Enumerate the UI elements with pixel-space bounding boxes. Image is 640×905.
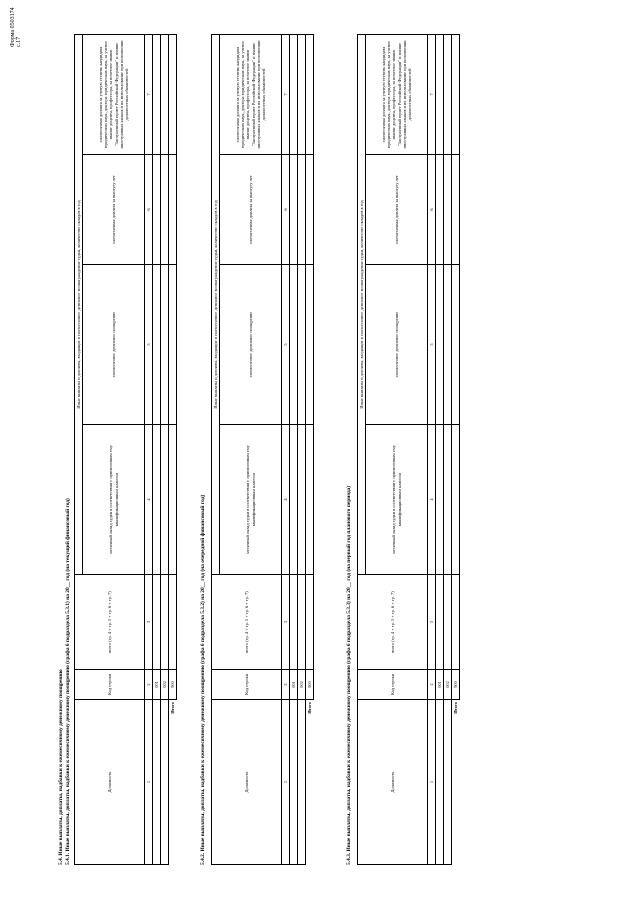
table-cell [436,265,444,425]
block-title-1: 5.4.1. Иные выплаты, доплаты, надбавки к ежемесячному денежному поощрению (графа 6 подраздела 5.3.1) на 20__ год (на текущий финансовый год) [65,498,71,865]
itogo-label: Итого [307,702,313,714]
row-code: 001 [436,670,444,700]
table-3 [357,34,460,865]
col-number: 6 [282,155,290,265]
block-3 [346,15,459,865]
col-number: 3 [282,575,290,670]
header-col6: ежемесячная доплата за выслугу лет [366,155,428,265]
header-col7: ежемесячная доплата за ученую степень кандидата юридических наук, доктора юридических наук, за ученое звание доцента, профессора, за почетное звание "Заслуженный юрист Российской Федерации" и знание иностранных языков и их использование при исполнении должностных обязанностей [83,34,145,154]
col-number: 7 [145,34,153,154]
header-vsego: всего (гр. 4 + гр. 5 + гр. 6 + гр. 7) [75,575,145,670]
table-cell [290,575,298,670]
row-code: 001 [153,670,161,700]
header-col4: месячный оклад судьи в соответствии с присвоенным ему квалификационным классом [220,425,282,575]
col-number: 7 [282,34,290,154]
block-2 [200,15,313,865]
table-cell [306,425,314,575]
header-col7: ежемесячная доплата за ученую степень кандидата юридических наук, доктора юридических наук, за ученое звание доцента, профессора, за почетное звание "Заслуженный юрист Российской Федерации" и знание иностранных языков и их использование при исполнении должностных обязанностей [220,34,282,154]
table-cell [306,155,314,265]
block-title-2: 5.4.2. Иные выплаты, доплаты, надбавки к ежемесячному денежному поощрению (графа 6 подраздела 5.3.2) на 20__ год (на очередной финансовый год) [200,494,206,865]
table-cell [306,265,314,425]
table-cell [153,155,161,265]
table-cell [169,34,177,154]
row-code: 002 [444,670,452,700]
block-title-3: 5.4.3. Иные выплаты, доплаты, надбавки к ежемесячному денежному поощрению (графа 6 подраздела 5.3.3) на 20__ год (на первый год планового периода) [346,485,352,865]
table-cell [452,575,460,670]
table-cell [452,425,460,575]
table-cell [298,34,306,154]
table-cell [153,265,161,425]
col-number: 2 [145,670,153,700]
table-cell [444,425,452,575]
table-cell [161,34,169,154]
row-code: 002 [298,670,306,700]
col-number: 5 [428,265,436,425]
header-dolzhnost: Должность [212,700,282,865]
table-cell [153,575,161,670]
table-cell [452,265,460,425]
header-col4: месячный оклад судьи в соответствии с присвоенным ему квалификационным классом [83,425,145,575]
header-group: Иные выплаты и доплаты, входящие в ежемесячное денежное вознаграждение судьи, количество окладов в год [212,34,220,574]
col-number: 1 [282,700,290,865]
table-cell [452,34,460,154]
itogo-code: 900 [169,670,177,700]
header-col7: ежемесячная доплата за ученую степень кандидата юридических наук, доктора юридических наук, за ученое звание доцента, профессора, за почетное звание "Заслуженный юрист Российской Федерации" и знание иностранных языков и их использование при исполнении должностных обязанностей [366,34,428,154]
table-cell [436,425,444,575]
col-number: 2 [282,670,290,700]
table-cell [290,700,298,865]
table-cell [153,34,161,154]
itogo-code: 900 [306,670,314,700]
header-col5: ежемесячное денежное поощрение [83,265,145,425]
table-cell [444,575,452,670]
header-col5: ежемесячное денежное поощрение [366,265,428,425]
header-group: Иные выплаты и доплаты, входящие в ежемесячное денежное вознаграждение судьи, количество окладов в год [75,34,83,574]
col-number: 6 [428,155,436,265]
table-cell [444,155,452,265]
table-1 [74,34,177,865]
header-kod: Код строки [212,670,282,700]
header-dolzhnost: Должность [358,700,428,865]
table-cell [290,34,298,154]
table-cell [161,265,169,425]
table-cell [169,575,177,670]
col-number: 4 [428,425,436,575]
col-number: 7 [428,34,436,154]
table-cell [161,575,169,670]
table-cell [298,425,306,575]
col-number: 4 [145,425,153,575]
table-cell [298,700,306,865]
table-cell [436,155,444,265]
table-cell [436,575,444,670]
row-code: 002 [161,670,169,700]
col-number: 4 [282,425,290,575]
table-cell [444,34,452,154]
row-code: 001 [290,670,298,700]
section-title: 5.4. Иные выплаты, доплаты, надбавки к ежемесячному денежному поощрению [58,669,64,865]
table-cell [290,265,298,425]
header-vsego: всего (гр. 4 + гр. 5 + гр. 6 + гр. 7) [212,575,282,670]
block-1 [58,15,176,865]
table-cell [298,155,306,265]
table-cell [436,34,444,154]
table-cell [452,155,460,265]
table-2 [211,34,314,865]
col-number: 1 [428,700,436,865]
table-cell [169,425,177,575]
itogo-label: Итого [453,702,459,714]
form-label: Форма 0503174 с.17 [10,7,22,47]
table-cell [169,265,177,425]
col-number: 1 [145,700,153,865]
table-cell [444,700,452,865]
itogo-label: Итого [170,702,176,714]
header-col4: месячный оклад судьи в соответствии с присвоенным ему квалификационным классом [366,425,428,575]
table-cell [290,425,298,575]
header-dolzhnost: Должность [75,700,145,865]
table-cell [436,700,444,865]
itogo-code: 900 [452,670,460,700]
col-number: 2 [428,670,436,700]
header-group: Иные выплаты и доплаты, входящие в ежемесячное денежное вознаграждение судьи, количество окладов в год [358,34,366,574]
header-vsego: всего (гр. 4 + гр. 5 + гр. 6 + гр. 7) [358,575,428,670]
col-number: 5 [145,265,153,425]
col-number: 3 [428,575,436,670]
table-cell [298,265,306,425]
header-kod: Код строки [75,670,145,700]
header-col6: ежемесячная доплата за выслугу лет [83,155,145,265]
table-cell [306,575,314,670]
header-col6: ежемесячная доплата за выслугу лет [220,155,282,265]
header-kod: Код строки [358,670,428,700]
table-cell [161,700,169,865]
table-cell [298,575,306,670]
table-cell [153,425,161,575]
table-cell [444,265,452,425]
table-cell [161,425,169,575]
table-cell [306,34,314,154]
header-col5: ежемесячное денежное поощрение [220,265,282,425]
table-cell [169,155,177,265]
table-cell [161,155,169,265]
col-number: 5 [282,265,290,425]
table-cell [290,155,298,265]
col-number: 6 [145,155,153,265]
table-cell [153,700,161,865]
col-number: 3 [145,575,153,670]
